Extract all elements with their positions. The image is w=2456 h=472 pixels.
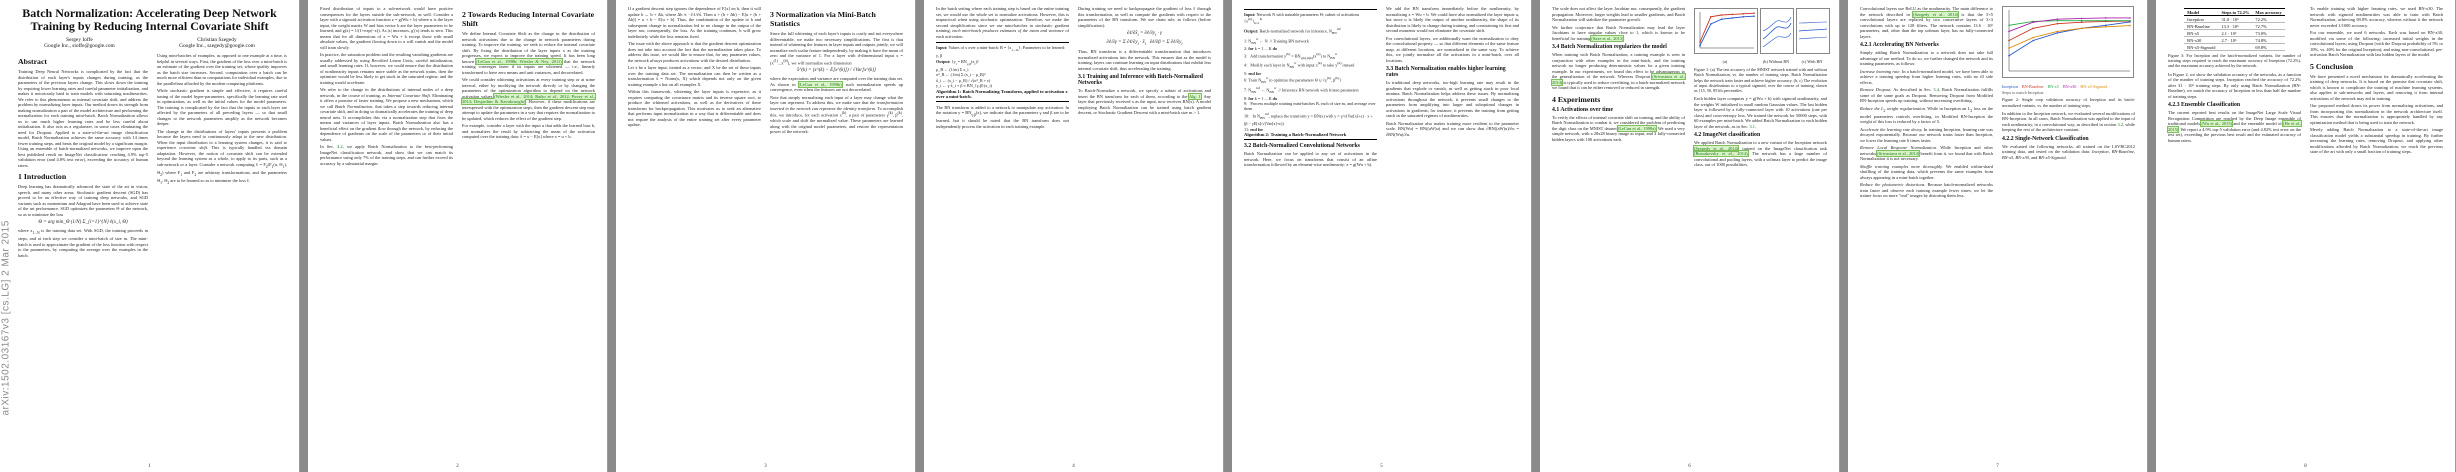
chart-point	[1753, 15, 1755, 17]
page-4: In the batch setting where each training step is based on the entire training set, we would use the whole set to normalize activations. However, this is impractical when using stochastic optimization. Therefore, we make the second simplification: since we use mini-batches in stochastic gradient training, each mini-batch produces estimates of the mean and variance of each activation. Input: Values of x over a mini-batch: $B = \{x_{1...m}\}$; Parameters to be learned: γ, β Output: $\{y_i = BN_{\gamma,\beta}(x_i)\}$ μ_B ← (1/m) Σ x_i σ²_B ← (1/m) Σ (x_i − μ_B)² x̂_i ← (x_i − μ_B) / √(σ²_B + ε) y_i ← γ x̂_i + β ≡ BN_{γ,β}(x_i) Algorithm 1: Batch Normalizing Transform, applied to activation x over a mini-batch. The BN transform is added to a network to manipulate any activation. In the notation $y = BN_{\gamma,\beta}(x)$, we indicate that the parameters γ and β are to be learned, but it should be noted that the BN transform does not independently process the activation in each training example. During training we need to backpropagate the gradient of loss ℓ through this transformation, as well as compute the gradients with respect to the parameters of the BN transform. We use chain rule, as follows (before simplification): $\partial\ell/\partial x̂_i$ = $\partial\ell/\partial y_i \cdot \gamma$ ∂ℓ/∂γ = Σ $\partial\ell/\partial y_i$ · $x̂_i$ ∂ℓ/∂β = Σ $\partial\ell/\partial y_i$ Thus, BN transform is a differentiable transformation that introduces normalized activations into the network. This ensures that as the model is training, layers can continue learning on input distributions that exhibit less internal covariate shift, thus accelerating the training. 3.1 Training and Inference with Batch-Normalized Networks To Batch-Normalize a network, we specify a subset of activations and insert the BN transform for each of them, according to the Alg. 1. Any layer that previously received x as the input, now receives BN(x). A model employing Batch Normalization can be trained using batch gradient descent, or Stochastic Gradient Descent with a mini-batch size m > 1. 4	[924, 0, 1224, 472]
subsection-heading: 4.1 Activations over time	[1552, 106, 1614, 113]
chart-point	[2057, 31, 2059, 33]
chart-point	[2129, 25, 2131, 27]
equation: x̂^(k) = (x^(k) − E[x^(k)]) / √Var[x^(k)]	[796, 68, 876, 74]
table-cell: 13.3 · 10⁶	[2218, 23, 2252, 30]
chart-point	[2008, 31, 2010, 33]
table-cell: BN-x30	[2184, 37, 2218, 44]
subsection-heading: 4.2.1 Accelerating BN Networks	[1860, 42, 1939, 48]
page-number: 5	[1380, 464, 1383, 469]
algorithm-line: σ²_B ← (1/m) Σ (x_i − μ_B)²	[936, 72, 986, 78]
legend-item: BN-x5	[2047, 84, 2059, 89]
author-name: Sergey Ioffe	[66, 37, 93, 43]
page-number: 3	[764, 464, 767, 469]
chart-point	[2129, 17, 2131, 19]
chart-point	[2057, 20, 2059, 22]
section-heading: 5 Conclusion	[2310, 61, 2354, 71]
chart-point	[2081, 28, 2083, 30]
page-8: Model Steps to 72.2% Max accuracy Inception 31.0 · 10⁶ 72.2% BN-Baseline 13.3 · 10⁶ 72.7% BN-x5 2.1 · 10⁶ 73.0% BN-x30 2.7 · 10⁶ 74.8% BN-x5-Sigmoid 69.8% Figure 3: For Inception and the batch-normalized variants, the number of training steps required to reach the maximum accuracy of Inception (72.2%), and the maximum accuracy achieved by the network. In Figure 2, we show the validation accuracy of the networks, as a function of the number of training steps. Inception reached the accuracy of 72.2% after 31 · 10⁶ training steps. By only using Batch Normalization (BN-Baseline), we match the accuracy of Inception in less than half the number of training steps. 4.2.3 Ensemble Classification The current reported best results on the ImageNet Large Scale Visual Recognition Competition are reached by the Deep Image ensemble of traditional models (Wu et al., 2015) and the ensemble model of (He et al., 2015). We report a 4.9% top-5 validation error (and 4.82% test error on the test set), exceeding the previous best result and the estimated accuracy of human raters. To enable training with higher learning rates, we used BN-x30. The network with sigmoid nonlinearities was able to train with Batch Normalization, achieving 69.8% accuracy, whereas without it the network never exceeded 1/1000 accuracy. For our ensemble, we used 6 networks. Each was based on BN-x30, modified via some of the following: increased initial weights in the convolutional layers; using Dropout (with the Dropout probability of 5% or 10%, vs. 40% for the original Inception); and using non-convolutional, per-activation Batch Normalization with last hidden layers of the model. 5 Conclusion We have presented a novel mechanism for dramatically accelerating the training of deep networks. It is based on the premise that covariate shift, which is known to complicate the training of machine learning systems, also applies to sub-networks and layers, and removing it from internal activations of the network may aid in training. Our proposed method draws its power from normalizing activations, and from incorporating this normalization in the network architecture itself. This ensures that the normalization is appropriately handled by any optimization method that is being used to train the network. Merely adding Batch Normalization to a state-of-the-art image classification model yields a substantial speedup in training. By further increasing the learning rates, removing Dropout, and applying other modifications afforded by Batch Normalization, we reach the previous state of the art with only a small fraction of training steps. 8	[2156, 0, 2456, 472]
chart-point	[2105, 17, 2107, 19]
chart-point	[1742, 13, 1744, 15]
algorithm-line: y_i ← γ x̂_i + β ≡ BN_{γ,β}(x_i)	[936, 83, 993, 89]
chart-series-line	[1700, 13, 1754, 42]
section-heading: 2 Towards Reducing Internal Covariate Shift	[462, 10, 595, 28]
page-number: 7	[1996, 464, 1999, 469]
table-row	[2184, 44, 2285, 51]
table-row	[2184, 37, 2285, 44]
table-cell: 2.1 · 10⁶	[2218, 30, 2252, 37]
chart-point	[1732, 14, 1734, 16]
figure-sublabel: (c) With BN	[1801, 59, 1823, 64]
legend-item: Steps to match Inception	[2002, 90, 2044, 96]
page-5: Input: Network N with trainable parameters Θ; subset of activations $\{x^{(k)}\}_{k=1}^K$ Output: Batch-normalized network for inference, $N_{BN}^{inf}$ 1: $N_{BN}^{tr}$ ← N // Training BN network 2: for k = 1 ... K do 3: Add transformation $y^{(k)} = BN_{\gamma(k),\beta(k)}(x^{(k)})$ to $N_{BN}^{tr}$ 4: Modify each layer in $N_{BN}^{tr}$ with input $x^{(k)}$ to take $y^{(k)}$ instead 5: end for 6: Train $N_{BN}^{tr}$ to optimize the parameters Θ ∪ {$\gamma^{(k)}$, $\beta^{(k)}$} 7: $N_{BN}^{inf}$ ← $N_{BN}^{tr}$ // Inference BN network with frozen parameters 8: for k = 1 ... K do 9: Process multiple training mini-batches B, each of size m, and average over them 10: In $N_{BN}^{inf}$, replace the transform y = BN(x) with y = γ/√(Var[x]+ε) · x + (β − γE[x]/√(Var[x]+ε)) 11: end for Algorithm 2: Training a Batch-Normalized Network 3.2 Batch-Normalized Convolutional Networks Batch Normalization can be applied to any set of activations in the network. Here, we focus on transforms that consist of an affine transformation followed by an element-wise nonlinearity: z = g(Wu + b). We add the BN transform immediately before the nonlinearity, by normalizing x = Wu + b. We could have also normalized the layer inputs u, but since u is likely the output of another nonlinearity, the shape of its distribution is likely to change during training, and constraining its first and second moments would not eliminate the covariate shift. For convolutional layers, we additionally want the normalization to obey the convolutional property — so that different elements of the same feature map, at different locations, are normalized in the same way. To achieve this, we jointly normalize all the activations in a mini-batch, over all locations. 3.3 Batch Normalization enables higher learning rates In traditional deep networks, too-high learning rate may result in the gradients that explode or vanish, as well as getting stuck in poor local minima. Batch Normalization helps address these issues. By normalizing activations throughout the network, it prevents small changes to the parameters from amplifying into larger and suboptimal changes in activations in gradients; for instance, it prevents the training from getting stuck in the saturated regimes of nonlinearities. Batch Normalization also makes training more resilient to the parameter scale. BN(Wu) = BN((aW)u) and we can show that ∂BN((aW)u)/∂u = ∂BN(Wu)/∂u. 5	[1232, 0, 1532, 472]
chart-legend	[2002, 84, 2135, 95]
figure-caption: Figure 3: For Inception and the batch-normalized variants, the number of training steps required to reach the maximum accuracy of Inception (72.2%), and the maximum accuracy achieved by the network.	[2168, 53, 2301, 69]
chart-point	[2129, 20, 2131, 22]
author-name: Christian Szegedy	[197, 37, 237, 43]
legend-item: Inception	[2002, 84, 2018, 89]
page-2: Fixed distribution of inputs to a sub-network would have positive consequences for the layers outside the sub-network, as well. Consider a layer with a sigmoid activation function z = g(Wu + b) where u is the layer input, the weight matrix W and bias vector b are the layer parameters to be learned, and g(x) = 1/(1+exp(−x)). As |x| increases, g′(x) tends to zero. This means that for all dimensions of x = Wu + b except those with small absolute values, the gradient flowing down to u will vanish and the model will train slowly. In practice, the saturation problem and the resulting vanishing gradients are usually addressed by using Rectified Linear Units, careful initialization, and small learning rates. If, however, we could ensure that the distribution of nonlinearity inputs remains more stable as the network trains, then the optimizer would be less likely to get stuck in the saturated regime, and the training would accelerate. We refer to the change in the distributions of internal nodes of a deep network, in the course of training, as Internal Covariate Shift. Eliminating it offers a promise of faster training. We propose a new mechanism, which we call Batch Normalization, that takes a step towards reducing internal covariate shift, and in doing so dramatically accelerates the training of deep neural nets. It accomplishes this via a normalization step that fixes the means and variances of layer inputs. Batch Normalization also has a beneficial effect on the gradient flow through the network, by reducing the dependence of gradients on the scale of the parameters or of their initial values. In Sec. 4.2, we apply Batch Normalization to the best-performing ImageNet classification network, and show that we can match its performance using only 7% of the training steps, and can further exceed its accuracy by a substantial margin. 2 Towards Reducing Internal Covariate Shift We define Internal Covariate Shift as the change in the distribution of network activations due to the change in network parameters during training. To improve the training, we seek to reduce the internal covariate shift. By fixing the distribution of the layer inputs x as the training progresses, we expect to improve the training speed. It has been long known (LeCun et al., 1998b; Wiesler & Ney, 2011) that the network training converges faster if its inputs are whitened — i.e., linearly transformed to have zero means and unit variances, and decorrelated. We could consider whitening activations at every training step or at some interval, either by modifying the network directly or by changing the parameters of the optimization algorithm to depend on the network activation values (Wiesler et al., 2014; Raiko et al., 2012; Povey et al., 2014; Desjardins & Kavukcuoglu). However, if these modifications are interspersed with the optimization steps, then the gradient descent step may attempt to update the parameters in a way that requires the normalization to be updated, which reduces the effect of the gradient step. For example, consider a layer with the input u that adds the learned bias b, and normalizes the result by subtracting the mean of the activation computed over the training data: x̂ = x − E[x] where x = u + b. 2	[308, 0, 608, 472]
figure-caption: Figure 2: Single crop validation accuracy of Inception and its batch-normalized variants, vs. the number of training steps.	[2002, 97, 2135, 108]
author-block	[12, 37, 287, 49]
subsection-heading: 4.2.3 Ensemble Classification	[2168, 102, 2241, 109]
table-cell: 2.7 · 10⁶	[2218, 37, 2252, 44]
page-number: 4	[1072, 464, 1075, 469]
table-cell: BN-Baseline	[2184, 23, 2218, 30]
figure-1	[1694, 8, 1827, 64]
page-number: 6	[1688, 464, 1691, 469]
section-heading: 3 Normalization via Mini-Batch Statistics	[770, 10, 876, 28]
legend-item: BN-x30	[2062, 84, 2077, 89]
distribution-chart-without-bn	[1760, 8, 1794, 54]
chart-point	[2008, 25, 2010, 27]
author	[179, 37, 255, 49]
page-3: If a gradient descent step ignores the dependence of E[x] on b, then it will update b ← b + Δb, where Δb ∝ −∂ℓ/∂x̂. Then u + (b + Δb) − E[u + (b + Δb)] = u + b − E[u + b]. Thus, the combination of the update to b and subsequent change in normalization led to no change in the output of the layer nor, consequently, the loss. As the training continues, b will grow indefinitely while the loss remains fixed. The issue with the above approach is that the gradient descent optimization does not take into account the fact that the normalization takes place. To address this issue, we would like to ensure that, for any parameter values, the network always produces activations with the desired distribution. Let x be a layer input, treated as a vector, and X be the set of these inputs over the training data set. The normalization can then be written as a transformation x̂ = Norm(x, X) which depends not only on the given training example x but on all examples X. Within this framework, whitening the layer inputs is expensive, as it requires computing the covariance matrix and its inverse square root, to produce the whitened activations, as well as the derivatives of these transforms for backpropagation. This motivates us to seek an alternative that performs input normalization in a way that is differentiable and does not require the analysis of the entire training set after every parameter update. 3 Normalization via Mini-Batch Statistics Since the full whitening of each layer's inputs is costly and not everywhere differentiable, we make two necessary simplifications. The first is that instead of whitening the features in layer inputs and outputs jointly, we will normalize each scalar feature independently, by making it have the mean of zero and the variance of 1. For a layer with d-dimensional input $x = (x^{(1)}...x^{(d)})$, we will normalize each dimension x̂^(k) = (x^(k) − E[x^(k)]) / √Var[x^(k)] where the expectation and variance are computed over the training data set. As shown in (LeCun et al., 1998b), such normalization speeds up convergence, even when the features are not decorrelated. Note that simply normalizing each input of a layer may change what the layer can represent. To address this, we make sure that the transformation inserted in the network can represent the identity transform. To accomplish this, we introduce, for each activation $x^{(k)}$, a pair of parameters $\gamma^{(k)}$, $\beta^{(k)}$, which scale and shift the normalized value. These parameters are learned along with the original model parameters, and restore the representation power of the network. 3	[616, 0, 916, 472]
subsection-heading: 4.2.2 Single-Network Classification	[2002, 135, 2089, 142]
chart-point	[2105, 20, 2107, 22]
page-1: arXiv:1502.03167v3 [cs.LG] 2 Mar 2015 Batch Normalization: Accelerating Deep Network Training by Reducing Internal Covariate Shift Sergey Ioffe Google Inc., sioffe@google.com Christian Szegedy Google Inc., szegedy@google.com Abstract Training Deep Neural Networks is complicated by the fact that the distribution of each layer's inputs changes during training, as the parameters of the previous layers change. This slows down the training by requiring lower learning rates and careful parameter initialization, and makes it notoriously hard to train models with saturating nonlinearities. We refer to this phenomenon as internal covariate shift, and address the problem by normalizing layer inputs. Our method draws its strength from making normalization a part of the model architecture and performing the normalization for each training mini-batch. Batch Normalization allows us to use much higher learning rates and be less careful about initialization. It also acts as a regularizer, in some cases eliminating the need for Dropout. Applied to a state-of-the-art image classification model, Batch Normalization achieves the same accuracy with 14 times fewer training steps, and beats the original model by a significant margin. Using an ensemble of batch-normalized networks, we improve upon the best published result on ImageNet classification: reaching 4.9% top-5 validation error (and 4.8% test error), exceeding the accuracy of human raters. 1 Introduction Deep learning has dramatically advanced the state of the art in vision, speech, and many other areas. Stochastic gradient descent (SGD) has proved to be an effective way of training deep networks, and SGD variants such as momentum and Adagrad have been used to achieve state of the art performance. SGD optimizes the parameters Θ of the network, so as to minimize the loss Θ = arg min_Θ (1/N) Σ_{i=1}^{N} ℓ(x_i, Θ) where $x_{1...N}$ is the training data set. With SGD, the training proceeds in steps, and at each step we consider a mini-batch of size m. The mini-batch is used to approximate the gradient of the loss function with respect to the parameters, by computing the average over the examples in the batch. Using mini-batches of examples, as opposed to one example at a time, is helpful in several ways. First, the gradient of the loss over a mini-batch is an estimate of the gradient over the training set, whose quality improves as the batch size increases. Second, computation over a batch can be much more efficient than m computations for individual examples, due to the parallelism afforded by the modern computing platforms. While stochastic gradient is simple and effective, it requires careful tuning of the model hyper-parameters, specifically the learning rate used in optimization, as well as the initial values for the model parameters. The training is complicated by the fact that the inputs to each layer are affected by the parameters of all preceding layers — so that small changes to the network parameters amplify as the network becomes deeper. The change in the distributions of layers' inputs presents a problem because the layers need to continuously adapt to the new distribution. When the input distribution to a learning system changes, it is said to experience covariate shift. This is typically handled via domain adaptation. However, the notion of covariate shift can be extended beyond the learning system as a whole, to apply to its parts, such as a sub-network or a layer. Consider a network computing ℓ = $F_2(F_1(u$, $\Theta_1$), $\Theta_2$) where $F_1$ and $F_2$ are arbitrary transformations, and the parameters $\Theta_1$, $\Theta_2$ are to be learned so as to minimize the loss ℓ. 1	[0, 0, 300, 472]
chart-point	[2032, 40, 2034, 42]
table-cell: Inception	[2184, 16, 2218, 23]
subsection-heading: 4.2 ImageNet classification	[1694, 132, 1761, 139]
results-table	[2184, 8, 2285, 51]
table-row	[2184, 16, 2285, 23]
chart-point	[1753, 12, 1755, 14]
chart-point	[2105, 26, 2107, 28]
algorithm-caption: Algorithm 2: Training a Batch-Normalized Network	[1244, 132, 1347, 138]
line-chart-inception-accuracy	[2002, 6, 2134, 78]
subsection-heading: 3.3 Batch Normalization enables higher learning rates	[1386, 66, 1506, 78]
section-heading: 1 Introduction	[18, 172, 67, 181]
author-email[interactable]: Google Inc., sioffe@google.com	[44, 43, 115, 49]
table-header: Model	[2184, 9, 2218, 16]
equation: Θ = arg min_Θ (1/N) Σ_{i=1}^{N} ℓ(x_i, Θ)	[38, 220, 128, 225]
algorithm-1: Input: Values of x over a mini-batch: $B = \{x_{1...m}\}$; Parameters to be learned: γ, β Output: $\{y_i = BN_{\gamma,\beta}(x_i)\}$ μ_B ← (1/m) Σ x_i σ²_B ← (1/m) Σ (x_i − μ_B)² x̂_i ← (x_i − μ_B) / √(σ²_B + ε) y_i ← γ x̂_i + β ≡ BN_{γ,β}(x_i) Algorithm 1: Batch Normalizing Transform, applied to activation x over a mini-batch.	[936, 42, 1069, 102]
page-6: The scale does not affect the layer Jacobian nor, consequently, the gradient propagation. Moreover, larger weights lead to smaller gradients, and Batch Normalization will stabilize the parameter growth. We further conjecture that Batch Normalization may lead the layer Jacobians to have singular values close to 1, which is known to be beneficial for training (Saxe et al., 2013). 3.4 Batch Normalization regularizes the model When training with Batch Normalization, a training example is seen in conjunction with other examples in the mini-batch, and the training network no longer producing deterministic values for a given training example. In our experiments, we found this effect to be advantageous to the generalization of the network. Whereas Dropout (Srivastava et al., 2014) is typically used to reduce overfitting, in a batch-normalized network we found that it can be either removed or reduced in strength. 4 Experiments 4.1 Activations over time To verify the effects of internal covariate shift on training, and the ability of Batch Normalization to combat it, we considered the problem of predicting the digit class on the MNIST dataset (LeCun et al., 1998a). We used a very simple network, with a 28x28 binary image as input, and 3 fully-connected hidden layers with 100 activations each. (a) (b) Without BN (c) With BN Figure 1: (a) The test accuracy of the MNIST network trained with and without Batch Normalization, vs. the number of training steps. Batch Normalization helps the network train faster and achieve higher accuracy. (b, c) The evolution of input distributions to a typical sigmoid, over the course of training, shown as {15, 50, 85}th percentiles. Each hidden layer computes y = g(Wu + b) with sigmoid nonlinearity, and the weights W initialized to small random Gaussian values. The last hidden layer is followed by a fully-connected layer with 10 activations (one per class) and cross-entropy loss. We trained the network for 50000 steps, with 60 examples per mini-batch. We added Batch Normalization to each hidden layer of the network, as in Sec. 3.1. 4.2 ImageNet classification We applied Batch Normalization to a new variant of the Inception network (Szegedy et al., 2014), trained on the ImageNet classification task (Russakovsky et al., 2014). The network has a large number of convolutional and pooling layers, with a softmax layer to predict the image class, out of 1000 possibilities. 6	[1540, 0, 1840, 472]
chart-point	[1721, 14, 1723, 16]
chart-point	[2032, 28, 2034, 30]
legend-item: BN-Baseline	[2021, 84, 2044, 89]
subsection-heading: 3.4 Batch Normalization regularizes the model	[1552, 44, 1667, 50]
page-7: Convolutional layers use ReLU as the nonlinearity. The main difference to the network described in (Szegedy et al., 2014) is that the 5×5 convolutional layers are replaced by two consecutive layers of 3×3 convolutions with up to 128 filters. The network contains 13.6 · 10⁶ parameters, and, other than the top softmax layer, has no fully-connected layers. 4.2.1 Accelerating BN Networks Simply adding Batch Normalization to a network does not take full advantage of our method. To do so, we further changed the network and its training parameters, as follows: Increase learning rate. In a batch-normalized model, we have been able to achieve a training speedup from higher learning rates, with no ill side effects. Remove Dropout. As described in Sec. 3.4, Batch Normalization fulfills some of the same goals as Dropout. Removing Dropout from Modified BN-Inception speeds up training, without increasing overfitting. Reduce the $L_2$ weight regularization. While in Inception an $L_2$ loss on the model parameters controls overfitting, in Modified BN-Inception the weight of this loss is reduced by a factor of 5. Accelerate the learning rate decay. In training Inception, learning rate was decayed exponentially. Because our network trains faster than Inception, we lower the learning rate 6 times faster. Remove Local Response Normalization. While Inception and other networks (Srivastava et al., 2014) benefit from it, we found that with Batch Normalization it is not necessary. Shuffle training examples more thoroughly. We enabled within-shard shuffling of the training data, which prevents the same examples from always appearing in a mini-batch together. Reduce the photometric distortions. Because batch-normalized networks train faster and observe each training example fewer times, we let the trainer focus on more "real" images by distorting them less. Inception BN-Baseline BN-x5 BN-x30 BN-x5-Sigmoid Steps to match Inception Figure 2: Single crop validation accuracy of Inception and its batch-normalized variants, vs. the number of training steps. In addition to the Inception network, we evaluated several modifications of BN-Inception. In all cases, Batch Normalization was applied to the input of each nonlinearity, in a convolutional way, as described in section 3.2, while keeping the rest of the architecture constant. 4.2.2 Single-Network Classification We evaluated the following networks, all trained on the LSVRC2012 training data, and tested on the validation data: Inception, BN-Baseline, BN-x5, BN-x30, and BN-x5-Sigmoid. 7	[1848, 0, 2148, 472]
arxiv-stamp: arXiv:1502.03167v3 [cs.LG] 2 Mar 2015	[0, 220, 12, 416]
section-heading: Abstract	[18, 57, 48, 66]
table-cell: 31.0 · 10⁶	[2218, 16, 2252, 23]
table-row	[2184, 30, 2285, 37]
table-cell: 69.8%	[2252, 44, 2284, 51]
table-row	[2184, 23, 2285, 30]
algorithm-2: Input: Network N with trainable parameters Θ; subset of activations $\{x^{(k)}\}_{k=1}^K$ Output: Batch-normalized network for inference, $N_{BN}^{inf}$ 1: $N_{BN}^{tr}$ ← N // Training BN network 2: for k = 1 ... K do 3: Add transformation $y^{(k)} = BN_{\gamma(k),\beta(k)}(x^{(k)})$ to $N_{BN}^{tr}$ 4: Modify each layer in $N_{BN}^{tr}$ with input $x^{(k)}$ to take $y^{(k)}$ instead 5: end for 6: Train $N_{BN}^{tr}$ to optimize the parameters Θ ∪ {$\gamma^{(k)}$, $\beta^{(k)}$} 7: $N_{BN}^{inf}$ ← $N_{BN}^{tr}$ // Inference BN network with frozen parameters 8: for k = 1 ... K do 9: Process multiple training mini-batches B, each of size m, and average over them 10: In $N_{BN}^{inf}$, replace the transform y = BN(x) with y = γ/√(Var[x]+ε) · x + (β − γE[x]/√(Var[x]+ε)) 11: end for Algorithm 2: Training a Batch-Normalized Network	[1244, 9, 1377, 140]
figure-sublabel: (a)	[1722, 59, 1728, 64]
chart-point	[2057, 23, 2059, 25]
chart-point	[1699, 41, 1701, 43]
page-number: 2	[456, 464, 459, 469]
table-cell: 72.2%	[2252, 16, 2284, 23]
figure-caption: Figure 1: (a) The test accuracy of the MNIST network trained with and without Batch Normalization, vs. the number of training steps. Batch Normalization helps the network train faster and achieve higher accuracy. (b, c) The evolution of input distributions to a typical sigmoid, over the course of training, shown as {15, 50, 85}th percentiles.	[1694, 67, 1827, 94]
algorithm-line: x̂_i ← (x_i − μ_B) / √(σ²_B + ε)	[936, 77, 991, 83]
algorithm-caption: Algorithm 1: Batch Normalizing Transform, applied to activation x over a mini-batch.	[936, 88, 1068, 99]
algorithm-line: μ_B ← (1/m) Σ x_i	[936, 66, 969, 72]
chart-point	[2008, 40, 2010, 42]
chart-point	[2105, 25, 2107, 27]
page-number: 8	[2304, 464, 2307, 469]
table-cell: BN-x5-Sigmoid	[2184, 44, 2218, 51]
author-email[interactable]: Google Inc., szegedy@google.com	[179, 43, 255, 49]
table-header: Steps to 72.2%	[2218, 9, 2252, 16]
chart-point	[2081, 20, 2083, 22]
chart-point	[2008, 55, 2010, 57]
table-cell: 74.8%	[2252, 37, 2284, 44]
chart-point	[1699, 45, 1701, 47]
chart-point	[1742, 16, 1744, 18]
line-chart-mnist	[1694, 8, 1758, 54]
chart-point	[2057, 18, 2059, 20]
chart-point	[2032, 21, 2034, 23]
subsection-heading: 3.2 Batch-Normalized Convolutional Networks	[1244, 143, 1360, 150]
paper-title: Batch Normalization: Accelerating Deep Network Training by Reducing Internal Covariate Shift	[22, 6, 277, 33]
chart-series-line	[2009, 22, 2130, 56]
chart-point	[2032, 37, 2034, 39]
legend-item: BN-x5-Sigmoid	[2080, 84, 2108, 89]
table-header: Max accuracy	[2252, 9, 2284, 16]
chart-point	[1710, 23, 1712, 25]
figure-sublabel: (b) Without BN	[1762, 59, 1790, 64]
chart-series-line	[1700, 16, 1754, 45]
table-cell: 72.7%	[2252, 23, 2284, 30]
chart-point	[1721, 18, 1723, 20]
page-number: 1	[148, 464, 151, 469]
table-cell: 73.0%	[2252, 30, 2284, 37]
distribution-chart-with-bn	[1796, 8, 1830, 54]
subsection-heading: 3.1 Training and Inference with Batch-Normalized Networks	[1078, 74, 1203, 86]
chart-point	[2057, 32, 2059, 34]
author	[44, 37, 115, 49]
chart-point	[2081, 21, 2083, 23]
chart-point	[1710, 16, 1712, 18]
chart-point	[1732, 17, 1734, 19]
section-heading: 4 Experiments	[1552, 94, 1601, 104]
chart-point	[2008, 47, 2010, 49]
table-cell	[2218, 44, 2252, 51]
table-cell: BN-x5	[2184, 30, 2218, 37]
chart-point	[2081, 18, 2083, 20]
